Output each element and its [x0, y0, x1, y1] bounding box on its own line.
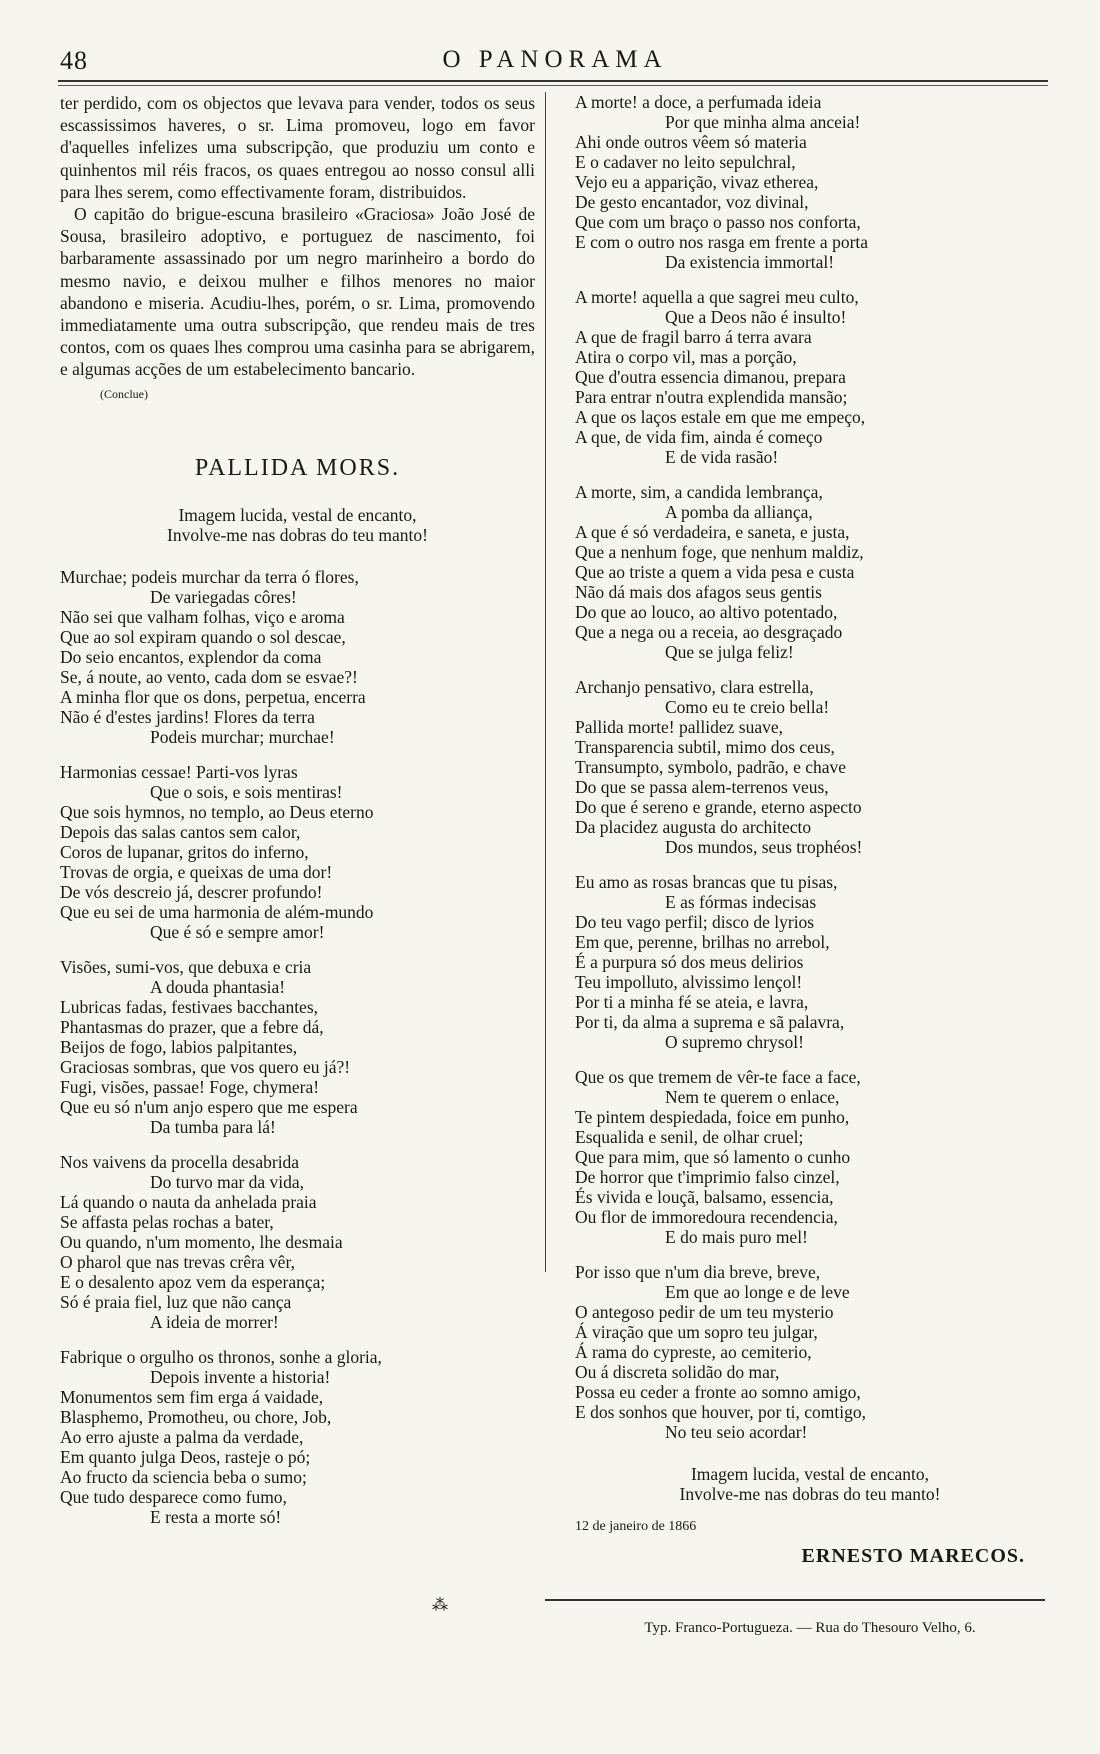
poem-line: A morte, sim, a candida lembrança, — [575, 482, 823, 502]
poem-line: Ou flor de immoredoura recendencia, — [575, 1207, 838, 1227]
poem-line: Do turvo mar da vida, — [150, 1171, 305, 1192]
poem-line: Lubricas fadas, festivaes bacchantes, — [60, 996, 319, 1017]
continuation-note: (Conclue) — [100, 386, 148, 401]
poem-line: Harmonias cessae! Parti-vos lyras — [60, 761, 298, 782]
poem-line: Do que se passa alem-terrenos veus, — [575, 777, 829, 797]
header-rule-thin — [58, 85, 1048, 86]
poem-line: Do teu vago perfil; disco de lyrios — [575, 912, 815, 932]
poem-line: Para entrar n'outra explendida mansão; — [575, 387, 848, 407]
poem-line: A morte! aquella a que sagrei meu culto, — [575, 287, 859, 307]
poem-stanza — [575, 92, 1045, 272]
poem-line: De gesto encantador, voz divinal, — [575, 192, 809, 212]
poem-line: Em que, perenne, brilhas no arrebol, — [575, 932, 830, 952]
poem-line: Que ao sol expiram quando o sol descae, — [60, 626, 346, 647]
poem-line: Se affasta pelas rochas a bater, — [60, 1211, 274, 1232]
poem-stanza — [60, 1347, 535, 1527]
epigraph-line: Imagem lucida, vestal de encanto, — [178, 504, 417, 525]
poem-line: Possa eu ceder a fronte ao somno amigo, — [575, 1382, 861, 1402]
poem-line: É a purpura só dos meus delirios — [575, 952, 804, 972]
poem-line: Da placidez augusta do architecto — [575, 817, 812, 837]
left-column — [60, 92, 535, 1542]
poem-line: Como eu te creio bella! — [665, 697, 830, 717]
poem-line: Lá quando o nauta da anhelada praia — [60, 1191, 317, 1212]
closing-line: Imagem lucida, vestal de encanto, — [690, 1464, 930, 1484]
poem-line: Trovas de orgia, e queixas de uma dor! — [60, 861, 333, 882]
poem-line: Nos vaivens da procella desabrida — [60, 1151, 300, 1172]
poem-line: És vivida e louçã, balsamo, essencia, — [575, 1187, 834, 1207]
poem-line: A que de fragil barro á terra avara — [575, 327, 812, 347]
journal-title: O PANORAMA — [442, 46, 668, 73]
prose-paragraph: ter perdido, com os objectos que levava para vender, todos os seus escassissimos haveres, o sr. Lima promoveu, logo em favor d'aquelles infelizes uma subscripção, que produziu um conto e quinhentos mil réis fracos, os quaes entregou ao nosso consul alli para lhes serem, como effectivamente foram, distribuidos. — [60, 93, 535, 202]
column-divider — [545, 92, 546, 1272]
poem-line: Ahi onde outros vêem só materia — [575, 132, 807, 152]
poem-line: Não é d'estes jardins! Flores da terra — [60, 706, 315, 727]
poem-line: Transumpto, symbolo, padrão, e chave — [575, 757, 847, 777]
poem-line: Do que ao louco, ao altivo potentado, — [575, 602, 838, 622]
poem-line: Por ti a minha fé se ateia, e lavra, — [575, 992, 809, 1012]
poem-line: Por ti, da alma a suprema e sã palavra, — [575, 1012, 845, 1032]
poem-line: Archanjo pensativo, clara estrella, — [575, 677, 814, 697]
poem-line: E com o outro nos rasga em frente a porta — [575, 232, 869, 252]
poem-line: Não sei que valham folhas, viço e aroma — [60, 606, 345, 627]
poem-line: E o desalento apoz vem da esperança; — [60, 1271, 326, 1292]
poem-line: A que é só verdadeira, e saneta, e justa, — [575, 522, 850, 542]
poem-line: Depois das salas cantos sem calor, — [60, 821, 301, 842]
prose-continuation — [60, 92, 535, 381]
poem-line: E dos sonhos que houver, por ti, comtigo, — [575, 1402, 866, 1422]
poem-line: No teu seio acordar! — [665, 1422, 808, 1442]
poem-line: Ao fructo da sciencia beba o sumo; — [60, 1466, 307, 1487]
poem-author: ERNESTO MARECOS. — [801, 1545, 1025, 1567]
poem-stanza — [575, 677, 1045, 857]
poem-line: Do seio encantos, explendor da coma — [60, 646, 322, 667]
printer-mark: ⁂ — [432, 1597, 448, 1614]
poem-line: Por isso que n'um dia breve, breve, — [575, 1262, 821, 1282]
poem-line: Não dá mais dos afagos seus gentis — [575, 582, 822, 602]
page-number: 48 — [60, 46, 88, 75]
right-stanzas — [575, 92, 1045, 1442]
poem-line: E o cadaver no leito sepulchral, — [575, 152, 796, 172]
poem-line: Murchae; podeis murchar da terra ó flores, — [60, 566, 359, 587]
poem-line: A minha flor que os dons, perpetua, encerra — [60, 686, 366, 707]
poem-line: Que eu sei de uma harmonia de além-mundo — [60, 901, 374, 922]
poem-stanza — [575, 1067, 1045, 1247]
poem-line: Nem te querem o enlace, — [665, 1087, 840, 1107]
poem-line: Do que é sereno e grande, eterno aspecto — [575, 797, 862, 817]
poem-line: Ao erro ajuste a palma da verdade, — [60, 1426, 304, 1447]
poem-line: Vejo eu a apparição, vivaz etherea, — [575, 172, 819, 192]
poem-line: A morte! a doce, a perfumada ideia — [575, 92, 822, 112]
prose-paragraph: O capitão do brigue-escuna brasileiro «Graciosa» João José de Sousa, brasileiro adoptivo, e portuguez de nascimento, foi barbaramente assassinado por um negro marinheiro a bordo do mesmo navio, e deixou mulher e filhos menores no maior abandono e miseria. Acudiu-lhes, porém, o sr. Lima, promovendo immediatamente uma outra subscripção, que rendeu mais de tres contos, com os quaes lhes comprou uma casinha para se abrigarem, e algumas acções de um estabelecimento bancario. — [60, 204, 535, 380]
poem-line: Que os que tremem de vêr-te face a face, — [575, 1067, 861, 1087]
poem-line: Eu amo as rosas brancas que tu pisas, — [575, 872, 838, 892]
poem-line: De variegadas côres! — [150, 586, 297, 607]
left-stanzas — [60, 567, 535, 1527]
poem-line: Que para mim, que só lamento o cunho — [575, 1147, 851, 1167]
poem-line: Depois invente a historia! — [150, 1366, 331, 1387]
poem-line: Á viração que um sopro teu julgar, — [575, 1322, 818, 1342]
poem-line: Por que minha alma anceia! — [665, 112, 861, 132]
poem-line: E do mais puro mel! — [665, 1227, 808, 1247]
poem-line: Á rama do cypreste, ao cemiterio, — [575, 1342, 812, 1362]
poem-line: Que o sois, e sois mentiras! — [150, 781, 343, 802]
poem-line: A pomba da alliança, — [665, 502, 813, 522]
poem-line: Ou á discreta solidão do mar, — [575, 1362, 780, 1382]
poem-line: O antegoso pedir de um teu mysterio — [575, 1302, 834, 1322]
epigraph-line: Involve-me nas dobras do teu manto! — [167, 524, 428, 545]
imprint: Typ. Franco-Portugueza. — Rua do Thesouro Velho, 6. — [644, 1620, 976, 1636]
poem-line: Graciosas sombras, que vos quero eu já?! — [60, 1056, 351, 1077]
poem-line: Fugi, visões, passae! Foge, chymera! — [60, 1076, 320, 1097]
poem-line: Phantasmas do prazer, que a febre dá, — [60, 1016, 324, 1037]
poem-line: Transparencia subtil, mimo dos ceus, — [575, 737, 835, 757]
poem-epigraph — [60, 505, 535, 545]
poem-line: Que com um braço o passo nos conforta, — [575, 212, 861, 232]
poem-line: Que se julga feliz! — [665, 642, 794, 662]
poem-line: Que eu só n'um anjo espero que me espera — [60, 1096, 358, 1117]
poem-line: Que tudo desparece como fumo, — [60, 1486, 287, 1507]
poem-closing — [575, 1464, 1045, 1504]
poem-line: Que d'outra essencia dimanou, prepara — [575, 367, 846, 387]
poem-line: Só é praia fiel, luz que não cança — [60, 1291, 292, 1312]
poem-line: Da existencia immortal! — [665, 252, 835, 272]
poem-line: Que a nenhum foge, que nenhum maldiz, — [575, 542, 864, 562]
closing-line: Involve-me nas dobras do teu manto! — [679, 1484, 941, 1504]
poem-line: E de vida rasão! — [665, 447, 779, 467]
footer-rule — [545, 1599, 1045, 1601]
page-header — [60, 42, 1050, 76]
poem-line: Monumentos sem fim erga á vaidade, — [60, 1386, 324, 1407]
poem-line: A que os laços estale em que me empeço, — [575, 407, 866, 427]
poem-stanza — [575, 287, 1045, 467]
poem-line: E resta a morte só! — [150, 1506, 282, 1527]
poem-line: A douda phantasia! — [150, 976, 286, 997]
poem-line: Teu impolluto, alvissimo lençol! — [575, 972, 803, 992]
poem-line: Podeis murchar; murchae! — [150, 726, 335, 747]
poem-title: PALLIDA MORS. — [194, 454, 401, 481]
poem-line: Dos mundos, seus trophéos! — [665, 837, 863, 857]
poem-line: Ou quando, n'um momento, lhe desmaia — [60, 1231, 343, 1252]
poem-line: Que a Deos não é insulto! — [665, 307, 847, 327]
poem-line: Coros de lupanar, gritos do inferno, — [60, 841, 309, 862]
right-column — [575, 92, 1045, 1571]
poem-line: Que ao triste a quem a vida pesa e custa — [575, 562, 855, 582]
poem-line: Blasphemo, Promotheu, ou chore, Job, — [60, 1406, 332, 1427]
poem-stanza — [60, 1152, 535, 1332]
poem-stanza — [575, 1262, 1045, 1442]
poem-line: De vós descreio já, descrer profundo! — [60, 881, 323, 902]
poem-line: Esqualida e senil, de olhar cruel; — [575, 1127, 804, 1147]
poem-line: Que a nega ou a receia, ao desgraçado — [575, 622, 843, 642]
poem-line: Que é só e sempre amor! — [150, 921, 325, 942]
poem-line: O pharol que nas trevas crêra vêr, — [60, 1251, 295, 1272]
poem-line: Te pintem despiedada, foice em punho, — [575, 1107, 850, 1127]
poem-line: Beijos de fogo, labios palpitantes, — [60, 1036, 298, 1057]
poem-stanza — [60, 567, 535, 747]
poem-line: Visões, sumi-vos, que debuxa e cria — [60, 956, 312, 977]
poem-line: O supremo chrysol! — [665, 1032, 805, 1052]
poem-line: A que, de vida fim, ainda é começo — [575, 427, 823, 447]
poem-line: E as fórmas indecisas — [665, 892, 817, 912]
poem-line: Pallida morte! pallidez suave, — [575, 717, 783, 737]
poem-date: 12 de janeiro de 1866 — [575, 1519, 697, 1534]
poem-stanza — [60, 762, 535, 942]
poem-line: A ideia de morrer! — [150, 1311, 279, 1332]
poem-line: Que sois hymnos, no templo, ao Deus eterno — [60, 801, 374, 822]
poem-stanza — [575, 482, 1045, 662]
poem-line: De horror que t'imprimio falso cinzel, — [575, 1167, 840, 1187]
header-rule — [58, 80, 1048, 82]
poem-line: Se, á noute, ao vento, cada dom se esvae?! — [60, 666, 358, 687]
poem-stanza — [60, 957, 535, 1137]
poem-line: Fabrique o orgulho os thronos, sonhe a gloria, — [60, 1346, 382, 1367]
poem-stanza — [575, 872, 1045, 1052]
poem-line: Em quanto julga Deos, rasteje o pó; — [60, 1446, 311, 1467]
poem-line: Atira o corpo vil, mas a porção, — [575, 347, 797, 367]
poem-line: Em que ao longe e de leve — [665, 1282, 850, 1302]
poem-line: Da tumba para lá! — [150, 1116, 276, 1137]
